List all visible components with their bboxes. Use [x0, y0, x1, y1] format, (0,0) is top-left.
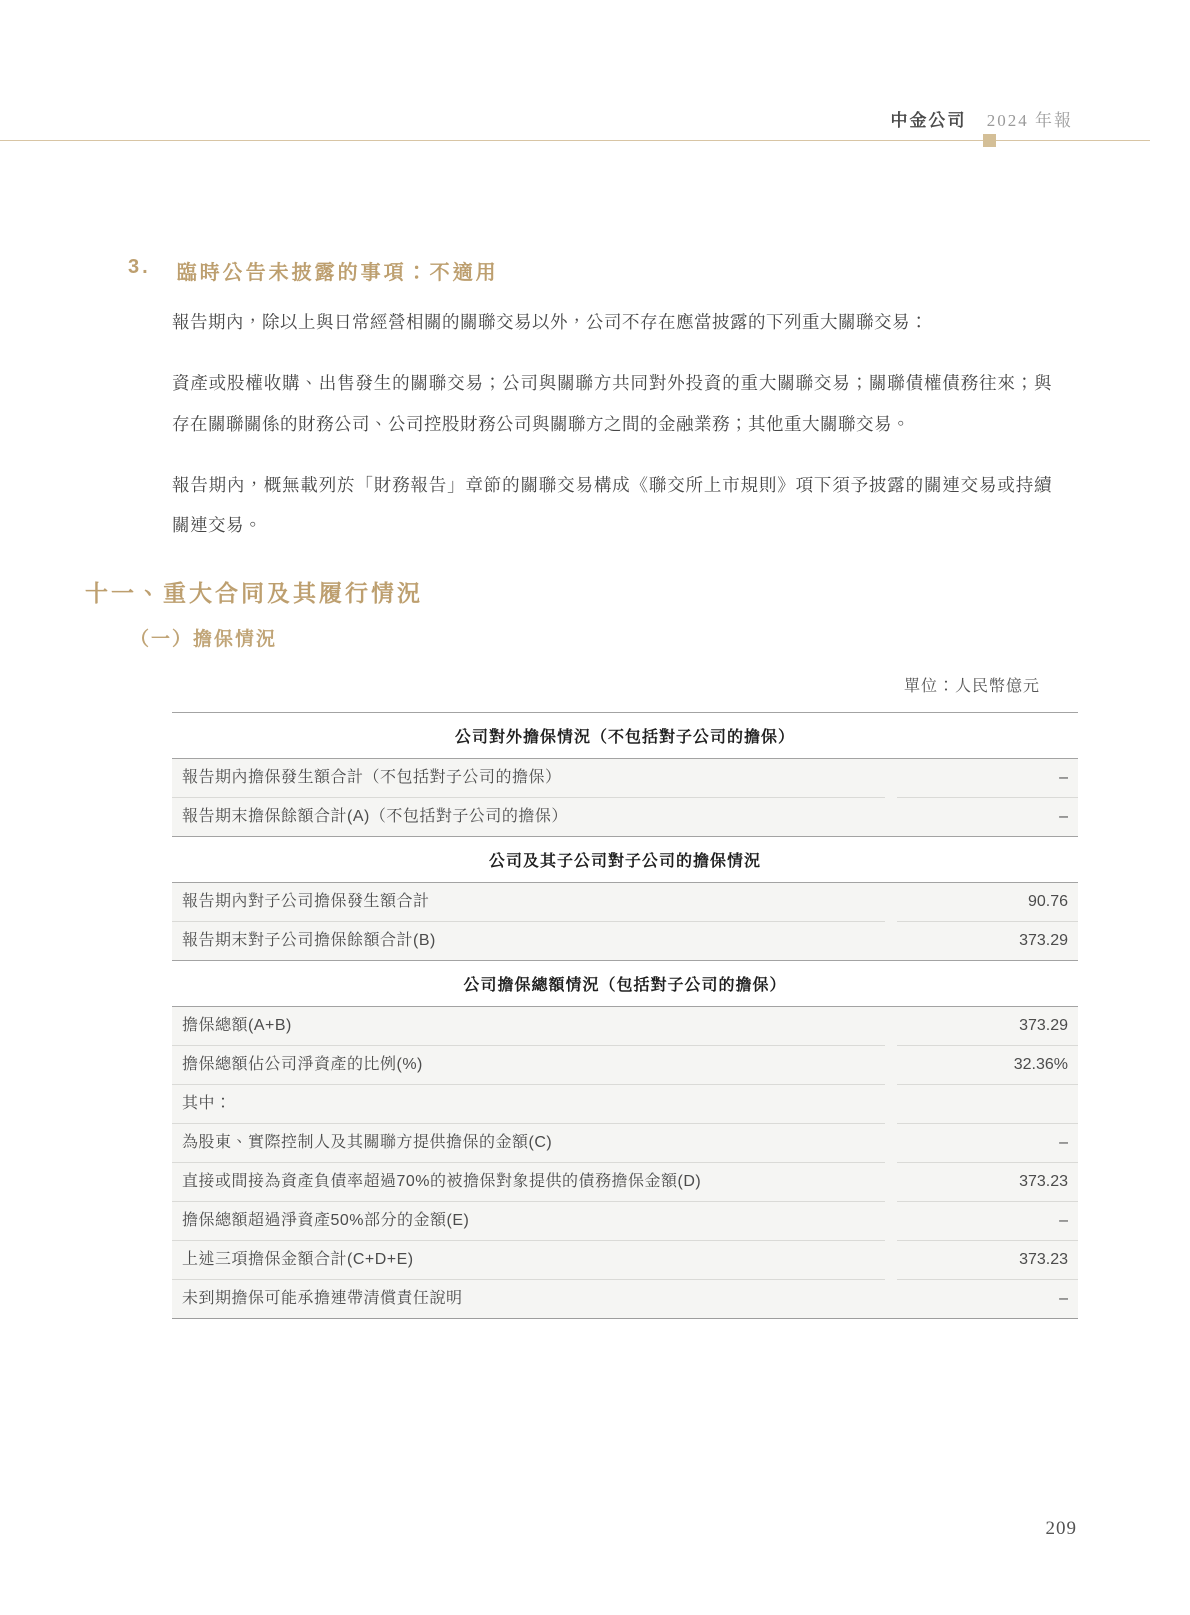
row-value: –	[897, 1202, 1078, 1241]
row-label: 擔保總額超過淨資產50%部分的金額(E)	[172, 1202, 885, 1241]
row-label: 擔保總額(A+B)	[172, 1007, 885, 1046]
section-3-heading	[128, 256, 1190, 285]
table-row	[172, 1085, 1078, 1124]
row-label: 報告期末對子公司擔保餘額合計(B)	[182, 932, 436, 950]
company-name: 中金公司	[890, 111, 967, 130]
table-row	[172, 759, 1078, 798]
table-section-total-rows	[172, 1006, 1078, 1318]
section-3-number: 3.	[128, 256, 151, 278]
table-row	[172, 798, 1078, 836]
row-value: –	[897, 759, 1078, 798]
table-section-header-subsidiaries: 公司及其子公司對子公司的擔保情況	[172, 836, 1078, 882]
row-value: –	[1059, 1290, 1068, 1308]
guarantee-table	[172, 712, 1078, 1319]
table-row	[172, 1046, 1078, 1085]
unit-note: 單位：人民幣億元	[903, 678, 1040, 696]
row-value: 373.23	[897, 1163, 1078, 1202]
table-row	[172, 883, 1078, 922]
paragraph-related-transactions-intro: 報告期內，除以上與日常經營相關的關聯交易以外，公司不存在應當披露的下列重大關聯交易：	[172, 312, 928, 332]
row-value: 32.36%	[897, 1046, 1078, 1085]
row-value: –	[1059, 808, 1068, 826]
paragraph-related-transactions-list: 資產或股權收購、出售發生的關聯交易；公司與關聯方共同對外投資的重大關聯交易；關聯債權債務往來；與存在關聯關係的財務公司、公司控股財務公司與關聯方之間的金融業務；其他重大關聯交易。	[172, 373, 1052, 434]
row-label: 報告期末擔保餘額合計(A)（不包括對子公司的擔保）	[182, 808, 568, 826]
table-row	[172, 1241, 1078, 1280]
row-value: 90.76	[897, 883, 1078, 922]
section-11-title: 十一、重大合同及其履行情況	[85, 580, 423, 607]
table-section-header-external: 公司對外擔保情況（不包括對子公司的擔保）	[172, 712, 1078, 758]
table-row	[172, 1007, 1078, 1046]
table-section-header-total: 公司擔保總額情況（包括對子公司的擔保）	[172, 960, 1078, 1006]
row-value	[897, 1085, 1078, 1124]
table-row	[172, 1202, 1078, 1241]
row-label: 上述三項擔保金額合計(C+D+E)	[172, 1241, 885, 1280]
row-value: –	[897, 1124, 1078, 1163]
section-11-subsection-title: （一）擔保情況	[130, 629, 278, 651]
table-section-external-rows	[172, 758, 1078, 836]
paragraph-listing-rules: 報告期內，概無載列於「財務報告」章節的關聯交易構成《聯交所上市規則》項下須予披露的關連交易或持續關連交易。	[172, 474, 1052, 535]
table-section-subsidiaries-rows	[172, 882, 1078, 960]
row-label: 擔保總額佔公司淨資產的比例(%)	[172, 1046, 885, 1085]
table-row	[172, 1163, 1078, 1202]
row-value: 373.29	[897, 1007, 1078, 1046]
row-label: 未到期擔保可能承擔連帶清償責任說明	[182, 1290, 463, 1308]
report-year: 2024 年報	[986, 111, 1073, 130]
row-value: 373.29	[1019, 932, 1068, 950]
row-value: 373.23	[897, 1241, 1078, 1280]
table-row	[172, 922, 1078, 960]
section-3-title: 臨時公告未披露的事項：不適用	[176, 262, 499, 284]
row-label: 報告期內對子公司擔保發生額合計	[172, 883, 885, 922]
row-label: 為股東、實際控制人及其關聯方提供擔保的金額(C)	[172, 1124, 885, 1163]
row-label: 其中：	[172, 1085, 885, 1124]
page-number: 209	[1045, 1518, 1077, 1539]
table-row	[172, 1124, 1078, 1163]
row-label: 報告期內擔保發生額合計（不包括對子公司的擔保）	[172, 759, 885, 798]
row-label: 直接或間接為資產負債率超過70%的被擔保對象提供的債務擔保金額(D)	[172, 1163, 885, 1202]
table-row	[172, 1280, 1078, 1318]
